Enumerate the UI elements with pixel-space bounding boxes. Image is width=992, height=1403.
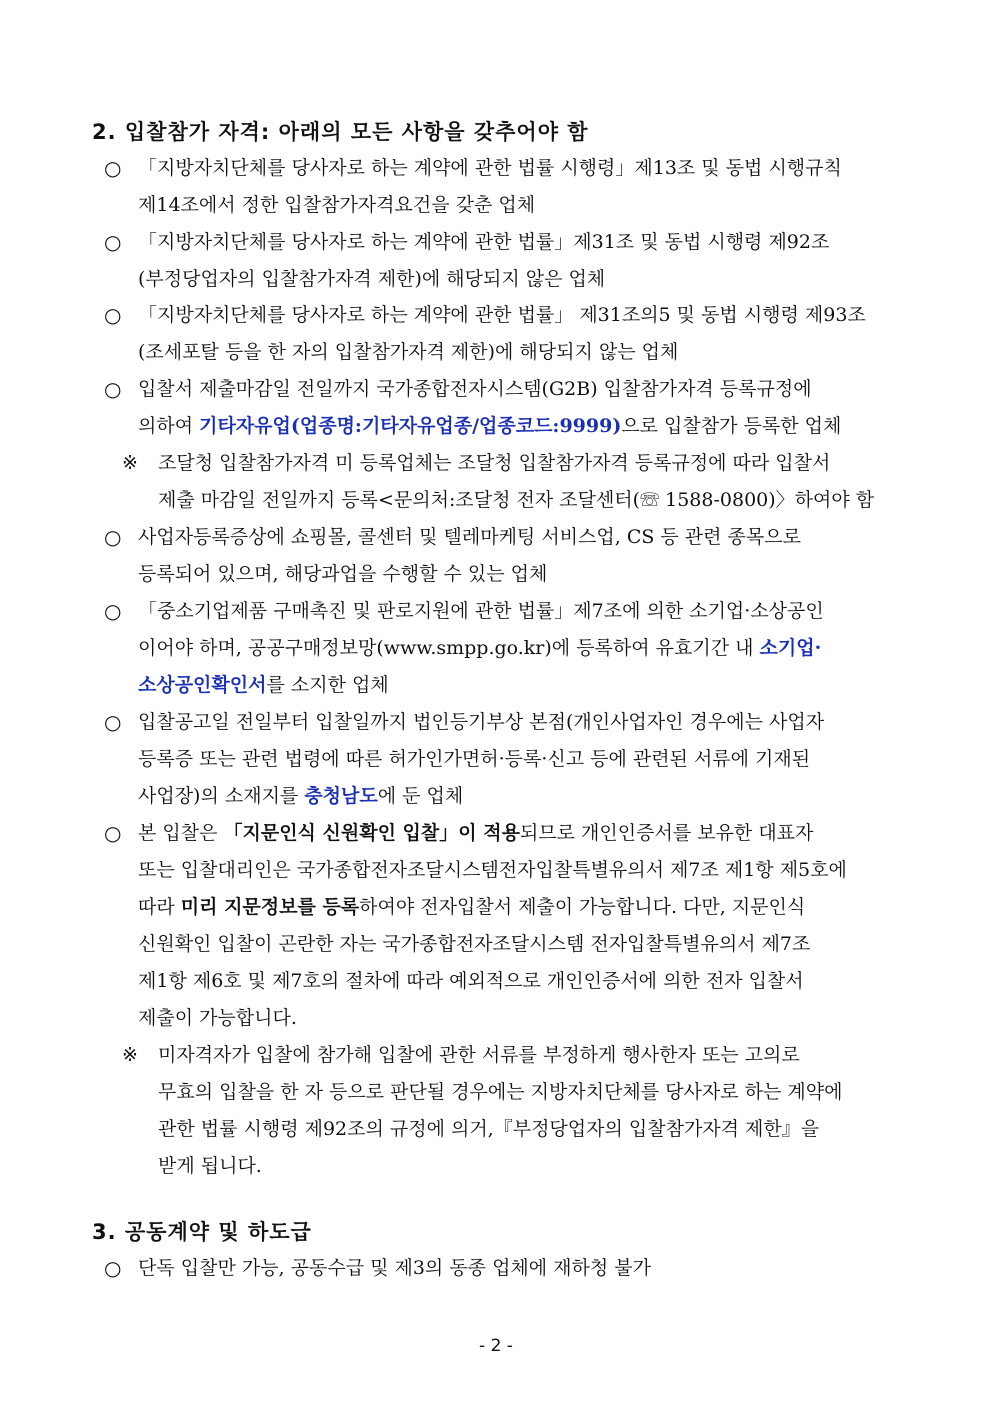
item-line-text: 하여야 전자입찰서 제출이 가능합니다. 다만, 지문인식	[359, 896, 806, 918]
item-line-text: 사업장)의 소재지를	[138, 785, 305, 807]
circle-bullet-icon: ○	[104, 599, 122, 623]
item-line: 「지방자치단체를 당사자로 하는 계약에 관한 법률」제31조 및 동법 시행령 제92조	[138, 231, 830, 253]
item-line: 단독 입찰만 가능, 공동수급 및 제3의 동종 업체에 재하청 불가	[138, 1257, 651, 1279]
note-line: 미자격자가 입찰에 참가해 입찰에 관한 서류를 부정하게 행사한자 또는 고의로	[158, 1044, 800, 1066]
item-line: 입찰서 제출마감일 전일까지 국가종합전자시스템(G2B) 입찰참가자격 등록규정에	[138, 378, 812, 400]
circle-bullet-icon: ○	[104, 1256, 122, 1280]
item-line: 등록되어 있으며, 해당과업을 수행할 수 있는 업체	[138, 563, 548, 585]
reference-mark-icon: ※	[122, 452, 138, 474]
note-line: 받게 됩니다.	[158, 1155, 262, 1177]
page-number: - 2 -	[479, 1336, 513, 1356]
item-line: (조세포탈 등을 한 자의 입찰참가자격 제한)에 해당되지 않는 업체	[138, 341, 679, 363]
item-line: 「지방자치단체를 당사자로 하는 계약에 관한 법률 시행령」제13조 및 동법 시행규칙	[138, 157, 842, 179]
circle-bullet-icon: ○	[104, 710, 122, 734]
bold-fingerprint-bid: 「지문인식 신원확인 입찰」이 적용	[223, 822, 520, 844]
item-line-text: 의하여	[138, 415, 200, 437]
item-line: 제출이 가능합니다.	[138, 1007, 297, 1029]
circle-bullet-icon: ○	[104, 230, 122, 254]
item-line-text: 따라	[138, 896, 181, 918]
circle-bullet-icon: ○	[104, 377, 122, 401]
reference-mark-icon: ※	[122, 1044, 138, 1066]
circle-bullet-icon: ○	[104, 821, 122, 845]
item-line: 제14조에서 정한 입찰참가자격요건을 갖춘 업체	[138, 194, 536, 216]
item-line-text: 에 둔 업체	[377, 785, 464, 807]
highlight-region: 충청남도	[304, 785, 378, 807]
bold-fingerprint-register: 미리 지문정보를 등록	[180, 896, 360, 918]
item-line: (부정당업자의 입찰참가자격 제한)에 해당되지 않은 업체	[138, 268, 606, 290]
item-line: 입찰공고일 전일부터 입찰일까지 법인등기부상 본점(개인사업자인 경우에는 사업자	[138, 711, 825, 733]
note-line: 무효의 입찰을 한 자 등으로 판단될 경우에는 지방자치단체를 당사자로 하는 계약에	[158, 1081, 843, 1103]
highlight-certificate: 소상공인확인서	[138, 674, 267, 696]
item-line: 등록증 또는 관련 법령에 따른 허가인가면허·등록·신고 등에 관련된 서류에 기재된	[138, 748, 811, 770]
item-line-text: 본 입찰은	[138, 822, 224, 844]
note-line: 제출 마감일 전일까지 등록<문의처:조달청 전자 조달센터(☏ 1588-0800)〉하여야 함	[158, 489, 875, 511]
circle-bullet-icon: ○	[104, 525, 122, 549]
circle-bullet-icon: ○	[104, 156, 122, 180]
note-line: 관한 법률 시행령 제92조의 규정에 의거,『부정당업자의 입찰참가자격 제한』을	[158, 1118, 820, 1140]
item-line: 사업자등록증상에 쇼핑몰, 콜센터 및 텔레마케팅 서비스업, CS 등 관련 종목으로	[138, 526, 801, 548]
item-line: 신원확인 입찰이 곤란한 자는 국가종합전자조달시스템 전자입찰특별유의서 제7조	[138, 933, 811, 955]
highlight-small-business: 소기업·	[759, 637, 822, 659]
item-line-text: 이어야 하며, 공공구매정보망(www.smpp.go.kr)에 등록하여 유효기간 내	[138, 637, 760, 659]
section-3-title: 3. 공동계약 및 하도급	[92, 1220, 312, 1244]
item-line: 「지방자치단체를 당사자로 하는 계약에 관한 법률」 제31조의5 및 동법 시행령 제93조	[138, 304, 866, 326]
item-line: 제1항 제6호 및 제7호의 절차에 따라 예외적으로 개인인증서에 의한 전자 입찰서	[138, 970, 804, 992]
item-line-text: 를 소지한 업체	[266, 674, 389, 696]
item-line: 「중소기업제품 구매촉진 및 판로지원에 관한 법률」제7조에 의한 소기업·소상공인	[138, 600, 824, 622]
highlight-industry-code: 기타자유업(업종명:기타자유업종/업종코드:9999)	[199, 415, 622, 437]
item-line-text: 으로 입찰참가 등록한 업체	[621, 415, 842, 437]
circle-bullet-icon: ○	[104, 303, 122, 327]
item-line: 또는 입찰대리인은 국가종합전자조달시스템전자입찰특별유의서 제7조 제1항 제5호에	[138, 859, 847, 881]
item-line-text: 되므로 개인인증서를 보유한 대표자	[519, 822, 814, 844]
note-line: 조달청 입찰참가자격 미 등록업체는 조달청 입찰참가자격 등록규정에 따라 입찰서	[158, 452, 831, 474]
section-2-title: 2. 입찰참가 자격: 아래의 모든 사항을 갖추어야 함	[92, 120, 589, 144]
